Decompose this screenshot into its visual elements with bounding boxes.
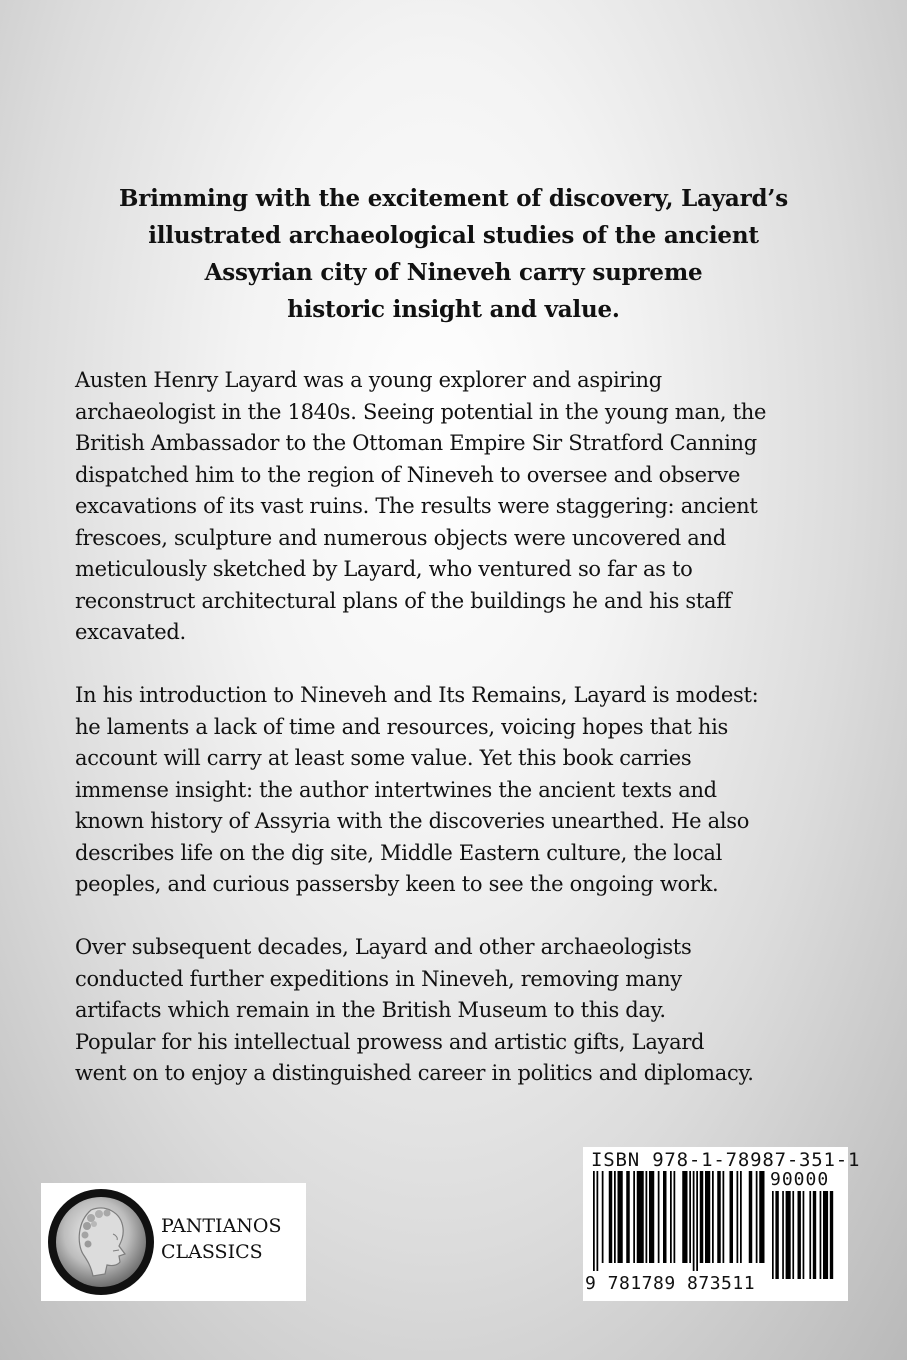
barcode-bar [730,1171,734,1263]
paragraph-line: Austen Henry Layard was a young explorer and aspiring [75,368,662,392]
headline-line: illustrated archaeological studies of the ancient [148,222,759,249]
barcode-bar [723,1171,725,1263]
barcode-bar [792,1191,794,1279]
paragraph-line: Over subsequent decades, Layard and other archaeologists [75,935,692,959]
paragraph-3 [75,932,875,1090]
publisher-logo [41,1183,306,1301]
paragraph-line: British Ambassador to the Ottoman Empire Sir Stratford Canning [75,431,757,455]
barcode-bar [749,1171,753,1263]
barcode-bar [658,1171,660,1263]
barcode-bar [609,1171,613,1263]
paragraph-line: reconstruct architectural plans of the buildings he and his staff [75,588,732,613]
paragraph-line: immense insight: the author intertwines the ancient texts and [75,777,717,802]
barcode-bar [830,1191,833,1279]
barcode-bar [740,1171,742,1263]
paragraph-line: archaeologist in the 1840s. Seeing potential in the young man, the [75,399,767,424]
barcode-bar [823,1191,828,1279]
paragraph-line: excavated. [75,620,186,644]
barcode-bar [782,1191,784,1279]
barcode-bar [809,1191,811,1279]
paragraph-line: account will carry at least some value. Yet this book carries [75,746,692,770]
barcode-bar [756,1171,758,1263]
barcode-bar [820,1191,822,1279]
barcode-bar [705,1171,710,1263]
barcode-bar [593,1171,595,1271]
paragraph-line: conducted further expeditions in Nineveh, removing many [75,966,682,991]
barcode-bar [798,1191,801,1279]
description-body [75,365,875,1121]
paragraph-line: dispatched him to the region of Nineveh to oversee and observe [75,462,741,487]
paragraph-line: Popular for his intellectual prowess and artistic gifts, Layard [75,1029,705,1054]
barcode-bar [670,1171,672,1263]
barcode-bar [803,1191,805,1279]
barcode-bar [712,1171,714,1263]
barcode-bar [597,1171,599,1271]
paragraph-line: peoples, and curious passersby keen to see the ongoing work. [75,872,719,896]
ean13-barcode-icon [591,1171,766,1273]
barcode-bar [674,1171,676,1263]
paragraph-2 [75,680,875,901]
paragraph-line: describes life on the dig site, Middle Eastern culture, the local [75,840,723,865]
publisher-name-line-1: PANTIANOS [161,1215,282,1237]
barcode-bar [700,1171,704,1263]
paragraph-line: he laments a lack of time and resources, voicing hopes that his [75,714,728,739]
isbn-label: ISBN 978-1-78987-351-1 [591,1149,861,1171]
barcode-bar [626,1171,630,1263]
barcode-bar [689,1171,691,1263]
paragraph-line: went on to enjoy a distinguished career in politics and diplomacy. [75,1061,754,1085]
headline-line: historic insight and value. [287,296,620,323]
paragraph-line: In his introduction to Nineveh and Its Remains, Layard is modest: [75,683,759,707]
barcode-bar [602,1171,604,1263]
barcode-bar [772,1191,774,1279]
barcode-bar [633,1171,635,1263]
paragraph-line: artifacts which remain in the British Museum to this day. [75,998,666,1022]
isbn-barcode [583,1147,861,1301]
headline-line: Brimming with the excitement of discovery, Layard’s [118,185,788,212]
barcode-bar [693,1171,695,1271]
barcode-bar [663,1171,667,1263]
barcode-bar [759,1171,764,1263]
paragraph-line: frescoes, sculpture and numerous objects were uncovered and [75,525,726,550]
publisher-name [161,1213,282,1265]
barcode-bar [696,1171,698,1271]
addon-barcode-icon [770,1191,840,1281]
barcode-bar [618,1171,623,1263]
barcode-bar [646,1171,648,1263]
paragraph-line: meticulously sketched by Layard, who ventured so far as to [75,557,693,581]
barcode-bar [786,1191,791,1279]
classical-head-medallion-icon [47,1188,155,1296]
barcode-bar [813,1191,816,1279]
barcode-bar [614,1171,616,1263]
barcode-bar [717,1171,721,1263]
barcode-bar [649,1171,654,1263]
barcode-bar [682,1171,687,1263]
paragraph-line: known history of Assyria with the discoveries unearthed. He also [75,809,750,833]
paragraph-line: excavations of its vast ruins. The results were staggering: ancient [75,494,758,518]
barcode-bar [775,1191,778,1279]
barcode-digits: 9 781789 873511 [585,1273,756,1294]
paragraph-1 [75,365,875,649]
barcode-bar [637,1171,644,1263]
publisher-name-line-2: CLASSICS [161,1241,263,1263]
barcode-bar [737,1171,739,1263]
barcode-addon-price: 90000 [770,1169,830,1190]
headline-blurb [40,180,867,328]
headline-line: Assyrian city of Nineveh carry supreme [204,259,703,286]
